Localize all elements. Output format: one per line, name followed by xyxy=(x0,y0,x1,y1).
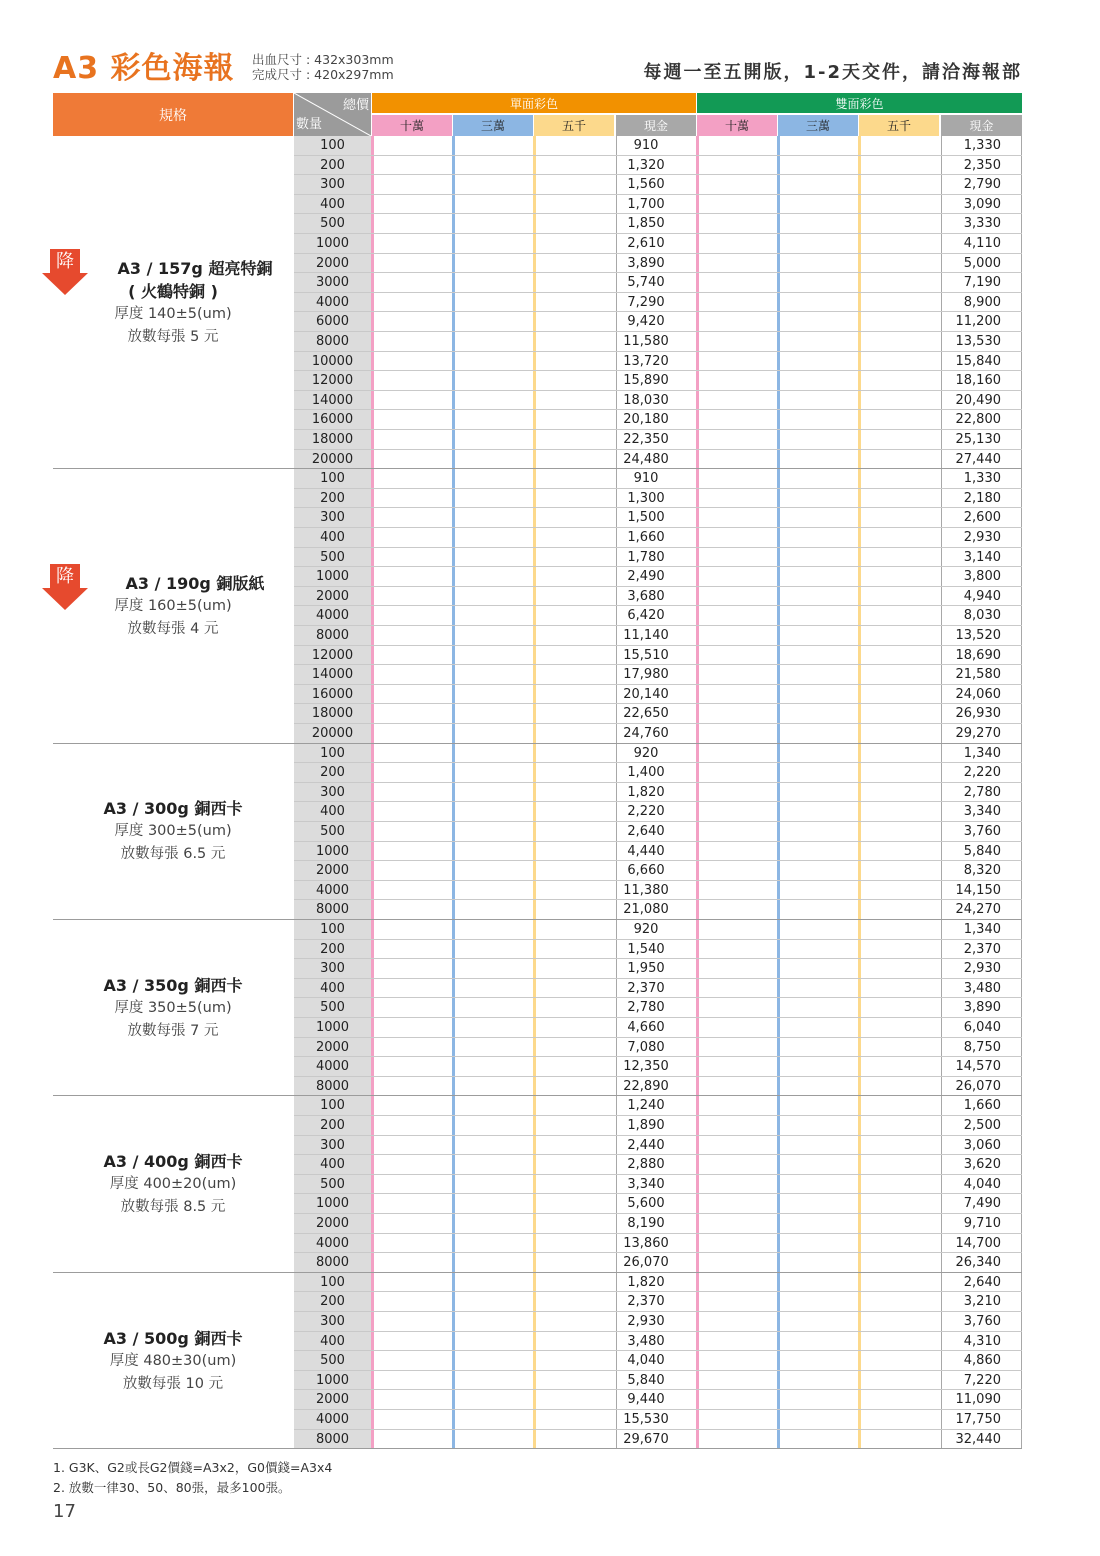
spec-name: A3 / 500g 銅西卡 xyxy=(103,1328,243,1348)
single-cash-price: 1,240 xyxy=(627,1098,665,1114)
section-separator xyxy=(53,1448,1022,1449)
quantity-cell: 12000 xyxy=(311,373,354,389)
single-cash-price: 11,580 xyxy=(623,334,669,349)
service-tagline: 每週一至五開版，1-2天交件，請洽海報部 xyxy=(643,62,1022,83)
single-side-header: 單面彩色 xyxy=(372,93,696,113)
quantity-cell: 3000 xyxy=(315,275,350,291)
spec-name: A3 / 300g 銅西卡 xyxy=(103,799,243,819)
single-cash-price: 920 xyxy=(633,745,659,761)
quantity-cell: 300 xyxy=(320,177,345,193)
single-cash-price: 1,890 xyxy=(627,1118,665,1133)
single-cash-price: 920 xyxy=(633,922,659,937)
double-cash-price: 4,040 xyxy=(963,1176,1001,1192)
spec-block xyxy=(53,572,293,641)
spec-line: 厚度 160±5(um) xyxy=(114,597,232,614)
spec-name: A3 / 350g 銅西卡 xyxy=(103,975,243,995)
subheader-double-100k: 十萬 xyxy=(697,115,777,136)
double-cash-price: 2,500 xyxy=(963,1118,1001,1133)
single-cash-price: 1,820 xyxy=(627,784,665,800)
diagonal-header-cell xyxy=(294,93,371,136)
quantity-cell: 2000 xyxy=(315,1216,350,1231)
single-cash-price: 5,740 xyxy=(627,275,665,291)
quantity-cell: 4000 xyxy=(315,608,350,624)
double-cash-price: 13,520 xyxy=(955,628,1001,643)
quantity-cell: 400 xyxy=(320,530,345,545)
quantity-cell: 200 xyxy=(320,765,345,781)
footnote-2: 2. 放數一律30、50、80張，最多100張。 xyxy=(53,1480,291,1495)
single-cash-price: 1,820 xyxy=(627,1274,665,1290)
quantity-cell: 300 xyxy=(320,784,345,800)
spec-header: 規格 xyxy=(53,93,293,136)
single-cash-price: 2,220 xyxy=(627,804,665,820)
double-cash-price: 2,370 xyxy=(963,941,1001,957)
double-cash-price: 3,480 xyxy=(963,980,1001,996)
quantity-cell: 1000 xyxy=(315,1372,350,1388)
double-cash-price: 2,350 xyxy=(963,157,1001,173)
single-cash-price: 18,030 xyxy=(623,392,669,408)
quantity-cell: 200 xyxy=(320,490,345,506)
double-cash-price: 4,860 xyxy=(963,1353,1001,1369)
double-cash-price: 8,900 xyxy=(963,294,1001,310)
quantity-cell: 200 xyxy=(320,157,345,173)
single-cash-price: 24,760 xyxy=(623,726,669,741)
double-cash-price: 5,000 xyxy=(963,255,1001,271)
subheader-single-30k: 三萬 xyxy=(453,115,533,136)
quantity-cell: 400 xyxy=(320,196,345,212)
double-cash-price: 3,340 xyxy=(963,804,1001,820)
subheader-single-5k: 五千 xyxy=(534,115,614,136)
quantity-cell: 100 xyxy=(320,1098,345,1114)
quantity-cell: 2000 xyxy=(315,1039,350,1055)
quantity-cell: 4000 xyxy=(315,1059,350,1075)
single-cash-price: 2,780 xyxy=(627,1000,665,1016)
badge-label: 降 xyxy=(56,250,74,272)
price-down-badge-icon xyxy=(42,564,88,608)
spec-block xyxy=(53,1327,293,1396)
quantity-cell: 2000 xyxy=(315,863,350,879)
quantity-cell: 100 xyxy=(320,1274,345,1290)
single-cash-price: 2,370 xyxy=(627,980,665,996)
double-cash-price: 4,310 xyxy=(963,1333,1001,1349)
double-cash-price: 26,340 xyxy=(955,1255,1001,1271)
quantity-cell: 1000 xyxy=(315,1020,350,1035)
subheader-single-100k: 十萬 xyxy=(372,115,452,136)
double-cash-price: 13,530 xyxy=(955,334,1001,349)
quantity-cell: 100 xyxy=(320,471,345,487)
quantity-cell: 100 xyxy=(320,138,345,153)
double-cash-price: 3,060 xyxy=(963,1137,1001,1153)
quantity-cell: 1000 xyxy=(315,569,350,585)
single-cash-price: 3,480 xyxy=(627,1333,665,1349)
double-cash-price: 20,490 xyxy=(955,392,1001,408)
quantity-cell: 4000 xyxy=(315,882,350,898)
single-cash-price: 1,500 xyxy=(627,510,665,526)
spec-block xyxy=(53,1150,293,1219)
double-cash-price: 3,210 xyxy=(963,1294,1001,1310)
spec-line: 放數每張 7 元 xyxy=(127,1022,219,1039)
spec-line: 放數每張 4 元 xyxy=(127,620,219,637)
double-cash-price: 1,330 xyxy=(963,138,1001,153)
single-cash-price: 2,880 xyxy=(627,1157,665,1173)
quantity-cell: 2000 xyxy=(315,588,350,604)
spec-line: 厚度 480±30(um) xyxy=(109,1352,237,1369)
quantity-cell: 16000 xyxy=(311,686,354,702)
quantity-cell: 14000 xyxy=(311,392,354,408)
quantity-cell: 100 xyxy=(320,745,345,761)
quantity-cell: 300 xyxy=(320,510,345,526)
single-cash-price: 1,320 xyxy=(627,157,665,173)
spec-name: A3 / 190g 銅版紙 xyxy=(125,573,265,593)
single-cash-price: 2,370 xyxy=(627,1294,665,1310)
double-cash-price: 5,840 xyxy=(963,843,1001,859)
spec-line: 放數每張 10 元 xyxy=(122,1375,224,1392)
spec-line: 放數每張 5 元 xyxy=(127,328,219,345)
double-cash-price: 2,780 xyxy=(963,784,1001,800)
price-down-badge-icon xyxy=(42,249,88,293)
single-cash-price: 22,350 xyxy=(623,432,669,447)
double-cash-price: 7,190 xyxy=(963,275,1001,291)
double-cash-price: 3,620 xyxy=(963,1157,1001,1173)
spec-name: A3 / 157g 超亮特銅 xyxy=(117,258,273,278)
single-cash-price: 20,140 xyxy=(623,686,669,702)
double-cash-price: 3,090 xyxy=(963,196,1001,212)
double-cash-price: 2,220 xyxy=(963,765,1001,781)
double-cash-price: 17,750 xyxy=(955,1412,1001,1427)
spec-line: 厚度 140±5(um) xyxy=(114,305,232,322)
single-cash-price: 2,490 xyxy=(627,569,665,585)
double-cash-price: 2,790 xyxy=(963,177,1001,193)
single-cash-price: 7,080 xyxy=(627,1039,665,1055)
double-cash-price: 29,270 xyxy=(955,726,1001,741)
spec-name: A3 / 400g 銅西卡 xyxy=(103,1152,243,1172)
quantity-cell: 8000 xyxy=(315,1431,350,1447)
single-cash-price: 1,780 xyxy=(627,549,665,565)
spec-line: 放數每張 6.5 元 xyxy=(120,846,226,863)
single-cash-price: 20,180 xyxy=(623,412,669,428)
double-cash-price: 25,130 xyxy=(955,432,1001,447)
quantity-cell: 2000 xyxy=(315,1392,350,1408)
quantity-cell: 8000 xyxy=(315,628,350,643)
quantity-cell: 100 xyxy=(320,922,345,937)
double-cash-price: 3,760 xyxy=(963,824,1001,839)
page-title: A3 彩色海報 xyxy=(53,51,235,86)
single-cash-price: 22,650 xyxy=(623,706,669,722)
single-cash-price: 3,680 xyxy=(627,588,665,604)
quantity-cell: 400 xyxy=(320,980,345,996)
quantity-cell: 1000 xyxy=(315,843,350,859)
double-cash-price: 8,320 xyxy=(963,863,1001,879)
single-cash-price: 13,720 xyxy=(623,353,669,369)
double-cash-price: 15,840 xyxy=(955,353,1001,369)
single-cash-price: 7,290 xyxy=(627,294,665,310)
single-cash-price: 4,040 xyxy=(627,1353,665,1369)
quantity-cell: 10000 xyxy=(311,353,354,369)
double-cash-price: 14,700 xyxy=(955,1235,1001,1251)
single-cash-price: 1,850 xyxy=(627,216,665,232)
double-cash-price: 1,340 xyxy=(963,745,1001,761)
spec-line: 厚度 350±5(um) xyxy=(114,999,232,1016)
double-cash-price: 2,600 xyxy=(963,510,1001,526)
page-number: 17 xyxy=(53,1501,76,1522)
double-cash-price: 1,330 xyxy=(963,471,1001,487)
quantity-cell: 400 xyxy=(320,804,345,820)
single-cash-price: 15,530 xyxy=(623,1412,669,1427)
single-cash-price: 9,420 xyxy=(627,314,665,330)
double-cash-price: 21,580 xyxy=(955,667,1001,683)
single-cash-price: 12,350 xyxy=(623,1059,669,1075)
quantity-cell: 500 xyxy=(320,824,345,839)
single-cash-price: 4,660 xyxy=(627,1020,665,1035)
single-cash-price: 2,640 xyxy=(627,824,665,839)
quantity-cell: 300 xyxy=(320,961,345,977)
double-cash-price: 18,690 xyxy=(955,647,1001,663)
double-cash-price: 2,930 xyxy=(963,961,1001,977)
double-cash-price: 8,750 xyxy=(963,1039,1001,1055)
spec-block xyxy=(53,257,293,349)
single-cash-price: 1,660 xyxy=(627,530,665,545)
double-cash-price: 32,440 xyxy=(955,1431,1001,1447)
single-cash-price: 2,610 xyxy=(627,236,665,251)
double-cash-price: 3,330 xyxy=(963,216,1001,232)
single-cash-price: 1,540 xyxy=(627,941,665,957)
single-cash-price: 2,440 xyxy=(627,1137,665,1153)
double-cash-price: 26,930 xyxy=(955,706,1001,722)
single-cash-price: 5,840 xyxy=(627,1372,665,1388)
single-cash-price: 1,400 xyxy=(627,765,665,781)
quantity-cell: 20000 xyxy=(311,451,354,467)
single-cash-price: 6,660 xyxy=(627,863,665,879)
quantity-cell: 200 xyxy=(320,1294,345,1310)
spec-line: ( 火鶴特銅 ) xyxy=(128,281,218,301)
footnotes xyxy=(53,1458,332,1498)
double-cash-price: 3,760 xyxy=(963,1314,1001,1329)
subheader-double-30k: 三萬 xyxy=(778,115,858,136)
total-price-label: 總價 xyxy=(342,98,369,113)
quantity-cell: 500 xyxy=(320,1353,345,1369)
single-cash-price: 910 xyxy=(633,138,659,153)
single-cash-price: 17,980 xyxy=(623,667,669,683)
double-cash-price: 2,930 xyxy=(963,530,1001,545)
spec-block xyxy=(53,974,293,1043)
double-cash-price: 8,030 xyxy=(963,608,1001,624)
quantity-cell: 400 xyxy=(320,1333,345,1349)
section-separator xyxy=(53,468,1022,469)
single-cash-price: 1,300 xyxy=(627,490,665,506)
double-cash-price: 24,270 xyxy=(955,902,1001,918)
quantity-cell: 200 xyxy=(320,1118,345,1133)
quantity-cell: 4000 xyxy=(315,1412,350,1427)
single-cash-price: 21,080 xyxy=(623,902,669,918)
double-cash-price: 4,940 xyxy=(963,588,1001,604)
quantity-cell: 12000 xyxy=(311,647,354,663)
double-cash-price: 18,160 xyxy=(955,373,1001,389)
double-cash-price: 11,200 xyxy=(955,314,1001,330)
double-side-header: 雙面彩色 xyxy=(697,93,1022,113)
single-cash-price: 6,420 xyxy=(627,608,665,624)
single-cash-price: 26,070 xyxy=(623,1255,669,1271)
single-cash-price: 1,560 xyxy=(627,177,665,193)
double-cash-price: 2,180 xyxy=(963,490,1001,506)
quantity-cell: 300 xyxy=(320,1314,345,1329)
quantity-cell: 8000 xyxy=(315,1255,350,1271)
bleed-size: 出血尺寸 : 432x303mm xyxy=(252,52,394,67)
single-cash-price: 3,340 xyxy=(627,1176,665,1192)
quantity-cell: 4000 xyxy=(315,1235,350,1251)
double-cash-price: 7,490 xyxy=(963,1196,1001,1212)
double-cash-price: 9,710 xyxy=(963,1216,1001,1231)
quantity-cell: 400 xyxy=(320,1157,345,1173)
spec-line: 放數每張 8.5 元 xyxy=(120,1199,226,1216)
quantity-cell: 2000 xyxy=(315,255,350,271)
footnote-1: 1. G3K、G2或長G2價錢=A3x2，G0價錢=A3x4 xyxy=(53,1460,333,1475)
double-cash-price: 3,140 xyxy=(963,549,1001,565)
single-cash-price: 24,480 xyxy=(623,451,669,467)
double-cash-price: 22,800 xyxy=(955,412,1001,428)
badge-label: 降 xyxy=(56,565,74,587)
quantity-cell: 200 xyxy=(320,941,345,957)
section-separator xyxy=(53,1095,1022,1096)
single-cash-price: 8,190 xyxy=(627,1216,665,1231)
finished-size: 完成尺寸 : 420x297mm xyxy=(252,67,394,82)
double-cash-price: 24,060 xyxy=(955,686,1001,702)
size-info xyxy=(252,52,394,82)
double-cash-price: 14,150 xyxy=(955,882,1001,898)
double-cash-price: 1,340 xyxy=(963,922,1001,937)
quantity-cell: 18000 xyxy=(311,432,354,447)
single-cash-price: 15,890 xyxy=(623,373,669,389)
quantity-cell: 500 xyxy=(320,1000,345,1016)
section-separator xyxy=(53,743,1022,744)
subheader-double-cash: 現金 xyxy=(941,115,1022,136)
section-separator xyxy=(53,1272,1022,1273)
double-cash-price: 14,570 xyxy=(955,1059,1001,1075)
single-cash-price: 13,860 xyxy=(623,1235,669,1251)
quantity-cell: 500 xyxy=(320,216,345,232)
quantity-cell: 500 xyxy=(320,549,345,565)
subheader-double-5k: 五千 xyxy=(859,115,939,136)
double-cash-price: 3,890 xyxy=(963,1000,1001,1016)
double-cash-price: 1,660 xyxy=(963,1098,1001,1114)
quantity-cell: 20000 xyxy=(311,726,354,741)
quantity-cell: 4000 xyxy=(315,294,350,310)
single-cash-price: 5,600 xyxy=(627,1196,665,1212)
single-cash-price: 1,950 xyxy=(627,961,665,977)
quantity-cell: 16000 xyxy=(311,412,354,428)
section-separator xyxy=(53,919,1022,920)
quantity-cell: 8000 xyxy=(315,902,350,918)
quantity-cell: 1000 xyxy=(315,236,350,251)
double-cash-price: 2,640 xyxy=(963,1274,1001,1290)
single-cash-price: 29,670 xyxy=(623,1431,669,1447)
spec-line: 厚度 400±20(um) xyxy=(109,1176,237,1193)
double-cash-price: 27,440 xyxy=(955,451,1001,467)
subheader-single-cash: 現金 xyxy=(616,115,696,136)
double-cash-price: 7,220 xyxy=(963,1372,1001,1388)
single-cash-price: 910 xyxy=(633,471,659,487)
single-cash-price: 3,890 xyxy=(627,255,665,271)
double-cash-price: 26,070 xyxy=(955,1078,1001,1094)
single-cash-price: 22,890 xyxy=(623,1078,669,1094)
quantity-label: 數量 xyxy=(296,117,323,132)
double-cash-price: 4,110 xyxy=(963,236,1001,251)
double-cash-price: 11,090 xyxy=(955,1392,1001,1408)
single-cash-price: 11,140 xyxy=(623,628,669,643)
single-cash-price: 1,700 xyxy=(627,196,665,212)
double-cash-price: 6,040 xyxy=(963,1020,1001,1035)
spec-block xyxy=(53,797,293,866)
quantity-cell: 1000 xyxy=(315,1196,350,1212)
quantity-cell: 500 xyxy=(320,1176,345,1192)
single-cash-price: 9,440 xyxy=(627,1392,665,1408)
quantity-cell: 14000 xyxy=(311,667,354,683)
single-cash-price: 2,930 xyxy=(627,1314,665,1329)
single-cash-price: 15,510 xyxy=(623,647,669,663)
quantity-cell: 18000 xyxy=(311,706,354,722)
quantity-cell: 300 xyxy=(320,1137,345,1153)
quantity-cell: 6000 xyxy=(315,314,350,330)
double-cash-price: 3,800 xyxy=(963,569,1001,585)
quantity-cell: 8000 xyxy=(315,1078,350,1094)
single-cash-price: 4,440 xyxy=(627,843,665,859)
single-cash-price: 11,380 xyxy=(623,882,669,898)
quantity-cell: 8000 xyxy=(315,334,350,349)
spec-line: 厚度 300±5(um) xyxy=(114,823,232,840)
